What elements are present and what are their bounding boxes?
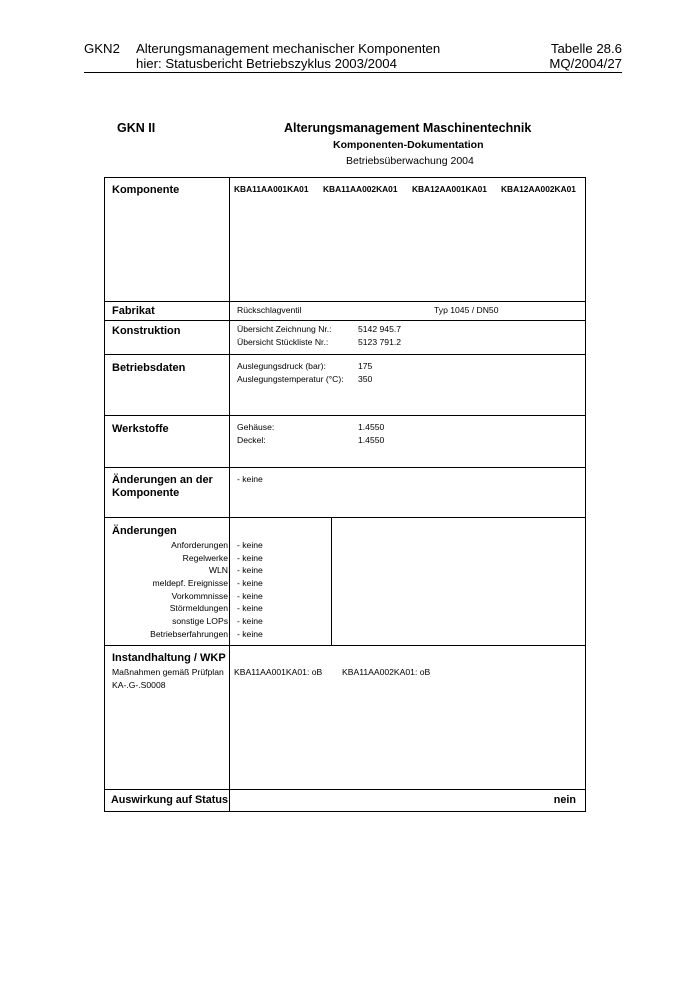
werkstoffe-value: 1.4550 (358, 435, 385, 445)
aenderungen-category: sonstige LOPs (172, 616, 228, 627)
konstruktion-value: 5142 945.7 (358, 324, 402, 334)
row-divider (104, 467, 586, 468)
auswirkung-value: nein (553, 794, 576, 806)
werkstoffe-value: 1.4550 (358, 422, 385, 432)
komponente-label: Komponente (112, 184, 180, 196)
aenderungen-value: - keine (237, 603, 263, 614)
row-divider (104, 320, 586, 321)
document-subtitle: Komponenten-Dokumentation (333, 139, 484, 151)
table-border-bottom (104, 811, 586, 812)
aenderungen-value: - keine (237, 552, 263, 563)
component-documentation-table (104, 177, 586, 812)
aenderungen-value: - keine (237, 628, 263, 639)
row-divider (104, 415, 586, 416)
aenderungen-values (237, 539, 263, 641)
header-title-line1: Alterungsmanagement mechanischer Komponenten (136, 41, 441, 56)
aenderungen-category: Regelwerke (182, 552, 228, 563)
fabrikat-type: Typ 1045 / DN50 (434, 305, 499, 315)
aenderungen-category: WLN (208, 565, 228, 576)
konstruktion-value: 5123 791.2 (358, 337, 402, 347)
component-id: KBA12AA001KA01 (412, 184, 487, 194)
monitoring-period: Betriebsüberwachung 2004 (346, 155, 474, 167)
aenderungen-value: - keine (237, 578, 263, 589)
aenderungen-value: - keine (237, 616, 263, 627)
aenderungen-category: meldepf. Ereignisse (152, 578, 228, 589)
betriebsdaten-key: Auslegungsdruck (bar): (237, 361, 326, 371)
aenderungen-komponente-label: Änderungen an der Komponente (112, 474, 213, 499)
betriebsdaten-label: Betriebsdaten (112, 362, 186, 374)
fabrikat-label: Fabrikat (112, 305, 155, 317)
werkstoffe-key: Gehäuse: (237, 422, 275, 432)
aenderungen-category: Anforderungen (171, 540, 228, 550)
row-divider (104, 517, 586, 518)
row-divider (104, 354, 586, 355)
aenderungen-value: - keine (237, 565, 263, 576)
table-reference: Tabelle 28.6 (550, 41, 622, 56)
row-divider (104, 789, 586, 790)
header-divider (84, 72, 622, 73)
page-header (84, 41, 622, 71)
aenderungen-category: Störmeldungen (169, 603, 228, 614)
document-reference: MQ/2004/27 (549, 56, 622, 71)
instandhaltung-subtext: KA-.G-.S0008 (112, 680, 166, 690)
document-title: Alterungsmanagement Maschinentechnik (284, 121, 532, 135)
aenderungen-value: - keine (237, 540, 263, 550)
aenderungen-divider (331, 517, 332, 645)
instandhaltung-entry: KBA11AA002KA01: oB (342, 667, 431, 677)
row-divider (104, 301, 586, 302)
aenderungen-categories (150, 539, 228, 641)
aenderungen-komponente-value: - keine (237, 474, 263, 484)
table-border-right (585, 177, 586, 812)
aenderungen-value: - keine (237, 590, 263, 601)
aenderungen-category: Vorkommnisse (171, 590, 228, 601)
component-id: KBA12AA002KA01 (501, 184, 576, 194)
aenderungen-label: Änderungen (112, 525, 177, 537)
column-divider (229, 177, 230, 812)
konstruktion-key: Übersicht Stückliste Nr.: (237, 337, 329, 347)
instandhaltung-label: Instandhaltung / WKP (112, 652, 226, 664)
werkstoffe-key: Deckel: (237, 435, 266, 445)
auswirkung-label: Auswirkung auf Status (111, 794, 228, 806)
betriebsdaten-value: 175 (358, 361, 373, 371)
betriebsdaten-value: 350 (358, 374, 373, 384)
konstruktion-label: Konstruktion (112, 325, 181, 337)
component-id: KBA11AA002KA01 (323, 184, 398, 194)
component-id: KBA11AA001KA01 (234, 184, 309, 194)
fabrikat-value: Rückschlagventil (237, 305, 302, 315)
konstruktion-key: Übersicht Zeichnung Nr.: (237, 324, 332, 334)
instandhaltung-entry: KBA11AA001KA01: oB (234, 667, 323, 677)
betriebsdaten-key: Auslegungstemperatur (°C): (237, 374, 344, 384)
table-border-top (104, 177, 586, 178)
plant-name: GKN II (117, 121, 156, 135)
header-title-line2: hier: Statusbericht Betriebszyklus 2003/2004 (136, 56, 397, 71)
werkstoffe-label: Werkstoffe (112, 423, 169, 435)
table-border-left (104, 177, 105, 812)
aenderungen-category: Betriebserfahrungen (150, 628, 228, 639)
row-divider (104, 645, 586, 646)
plant-code: GKN2 (84, 41, 120, 56)
instandhaltung-subtext: Maßnahmen gemäß Prüfplan (112, 667, 224, 677)
